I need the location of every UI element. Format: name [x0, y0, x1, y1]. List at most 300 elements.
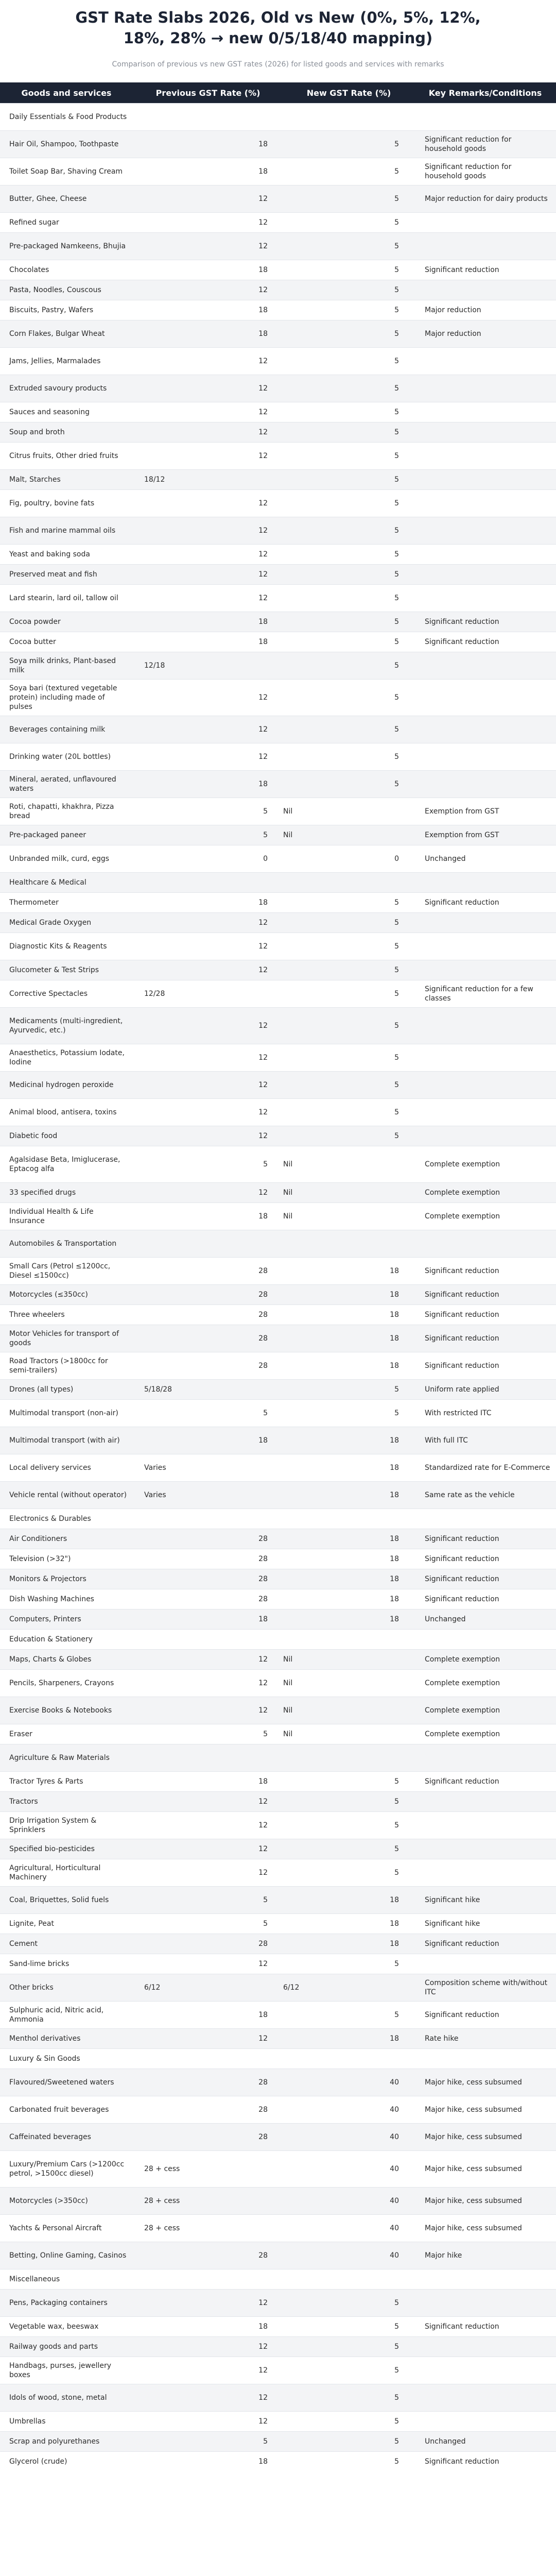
new-rate-cell [283, 960, 414, 980]
previous-rate-cell [133, 980, 283, 1008]
remarks-cell [414, 933, 556, 960]
previous-rate-value: 12 [258, 1132, 268, 1140]
table-row [0, 185, 556, 213]
previous-rate-cell [133, 1812, 283, 1839]
previous-rate-cell [133, 1609, 283, 1630]
table-row [0, 2215, 556, 2242]
previous-rate-text: Varies [144, 1464, 166, 1472]
previous-rate-value: 12 [258, 527, 268, 535]
goods-cell: Small Cars (Petrol ≤1200cc, Diesel ≤1500cc) [0, 1258, 133, 1285]
table-row [0, 1008, 556, 1044]
previous-rate-cell [133, 1670, 283, 1697]
new-rate-cell [283, 771, 414, 798]
goods-cell: Specified bio-pesticides [0, 1839, 133, 1859]
new-rate-cell [283, 2096, 414, 2124]
table-row [0, 913, 556, 933]
previous-rate-cell [133, 443, 283, 470]
goods-cell: Fig, poultry, bovine fats [0, 490, 133, 517]
table-row [0, 1724, 556, 1744]
table-row [0, 2069, 556, 2096]
previous-rate-value: 12 [258, 357, 268, 365]
previous-rate-cell [133, 1724, 283, 1744]
new-rate-cell [283, 1609, 414, 1630]
table-row [0, 1126, 556, 1146]
previous-rate-value: 12 [258, 2394, 268, 2402]
remarks-cell: Significant reduction [414, 1569, 556, 1589]
new-rate-value: 40 [390, 2078, 399, 2087]
previous-rate-cell [133, 1482, 283, 1509]
goods-cell: Television (>32") [0, 1549, 133, 1569]
previous-rate-cell [133, 1630, 283, 1650]
previous-rate-value: 12 [258, 2035, 268, 2043]
new-rate-cell [283, 2242, 414, 2269]
goods-cell: Umbrellas [0, 2412, 133, 2432]
new-rate-cell [283, 873, 414, 893]
new-rate-cell [283, 2029, 414, 2049]
remarks-cell: Significant reduction [414, 1325, 556, 1352]
goods-cell: Agriculture & Raw Materials [0, 1744, 133, 1772]
new-rate-value: 5 [394, 1869, 399, 1877]
goods-cell: Soya milk drinks, Plant-based milk [0, 652, 133, 680]
new-rate-value: 5 [394, 499, 399, 507]
table-row [0, 402, 556, 422]
goods-cell: Yeast and baking soda [0, 545, 133, 565]
goods-cell: Tractors [0, 1792, 133, 1812]
goods-cell: Corn Flakes, Bulgar Wheat [0, 320, 133, 348]
new-rate-text: Nil [283, 1655, 293, 1664]
new-rate-cell [283, 1352, 414, 1380]
previous-rate-value: 28 [258, 1940, 268, 1948]
new-rate-cell [283, 1126, 414, 1146]
new-rate-cell [283, 1744, 414, 1772]
previous-rate-text: 12/28 [144, 990, 165, 998]
goods-cell: Fish and marine mammal oils [0, 517, 133, 545]
goods-cell: Menthol derivatives [0, 2029, 133, 2049]
remarks-cell: Significant reduction [414, 1529, 556, 1549]
table-row [0, 1839, 556, 1859]
goods-cell: Corrective Spectacles [0, 980, 133, 1008]
table-row [0, 104, 556, 131]
new-rate-value: 5 [394, 1798, 399, 1806]
table-row [0, 2002, 556, 2029]
previous-rate-cell [133, 300, 283, 320]
goods-cell: Thermometer [0, 893, 133, 913]
remarks-cell [414, 2049, 556, 2069]
goods-cell: Citrus fruits, Other dried fruits [0, 443, 133, 470]
previous-rate-cell [133, 2215, 283, 2242]
previous-rate-value: 18 [258, 140, 268, 148]
previous-rate-cell [133, 2357, 283, 2384]
new-rate-value: 18 [390, 1464, 399, 1472]
previous-rate-value: 12 [258, 218, 268, 227]
table-row [0, 260, 556, 280]
goods-cell: Soup and broth [0, 422, 133, 443]
previous-rate-text: 28 + cess [144, 2165, 180, 2173]
previous-rate-cell [133, 1008, 283, 1044]
new-rate-cell [283, 213, 414, 233]
remarks-cell: Unchanged [414, 2432, 556, 2452]
new-rate-cell [283, 2337, 414, 2357]
previous-rate-value: 12 [258, 2366, 268, 2375]
new-rate-value: 5 [394, 780, 399, 788]
previous-rate-value: 18 [258, 266, 268, 274]
new-rate-cell [283, 1325, 414, 1352]
goods-cell: Unbranded milk, curd, eggs [0, 845, 133, 873]
remarks-cell [414, 545, 556, 565]
new-rate-text: Nil [283, 831, 293, 839]
previous-rate-value: 12 [258, 286, 268, 294]
goods-cell: Extruded savoury products [0, 375, 133, 402]
goods-cell: Idols of wood, stone, metal [0, 2384, 133, 2412]
previous-rate-cell [133, 1427, 283, 1454]
previous-rate-cell [133, 960, 283, 980]
previous-rate-cell [133, 716, 283, 743]
previous-rate-value: 28 [258, 1311, 268, 1319]
goods-cell: Motorcycles (≤350cc) [0, 1285, 133, 1305]
new-rate-cell [283, 104, 414, 131]
goods-cell: Healthcare & Medical [0, 873, 133, 893]
remarks-cell: Complete exemption [414, 1203, 556, 1230]
remarks-cell: Significant reduction [414, 1772, 556, 1792]
goods-cell: Cocoa powder [0, 612, 133, 632]
previous-rate-value: 28 [258, 1267, 268, 1275]
column-header-remarks: Key Remarks/Conditions [414, 82, 556, 104]
table-row [0, 1670, 556, 1697]
new-rate-cell [283, 1549, 414, 1569]
goods-cell: Medical Grade Oxygen [0, 913, 133, 933]
previous-rate-value: 18 [258, 1212, 268, 1221]
table-row [0, 131, 556, 158]
remarks-cell [414, 585, 556, 612]
table-row [0, 1454, 556, 1482]
previous-rate-text: 12/18 [144, 662, 165, 670]
remarks-cell [414, 960, 556, 980]
table-row [0, 612, 556, 632]
goods-cell: Air Conditioners [0, 1529, 133, 1549]
previous-rate-cell [133, 2002, 283, 2029]
table-row [0, 2452, 556, 2472]
table-row [0, 1183, 556, 1203]
new-rate-cell [283, 131, 414, 158]
previous-rate-cell [133, 490, 283, 517]
new-rate-cell [283, 260, 414, 280]
remarks-cell: Significant reduction [414, 2317, 556, 2337]
table-row [0, 1549, 556, 1569]
new-rate-value: 5 [394, 693, 399, 702]
goods-cell: Anaesthetics, Potassium Iodate, Iodine [0, 1044, 133, 1072]
table-body [0, 104, 556, 2472]
remarks-cell: Significant reduction [414, 2002, 556, 2029]
goods-cell: Soya bari (textured vegetable protein) including made of pulses [0, 680, 133, 716]
table-row [0, 1380, 556, 1400]
new-rate-cell [283, 585, 414, 612]
new-rate-cell [283, 798, 414, 825]
new-rate-cell [283, 1258, 414, 1285]
page-subtitle: Comparison of previous vs new GST rates (2026) for listed goods and services with remarks [112, 60, 444, 69]
table-row [0, 1325, 556, 1352]
previous-rate-value: 18 [258, 167, 268, 176]
title-block [0, 0, 556, 69]
new-rate-value: 5 [394, 570, 399, 579]
new-rate-cell [283, 1380, 414, 1400]
previous-rate-cell [133, 1569, 283, 1589]
previous-rate-cell [133, 2151, 283, 2188]
new-rate-cell [283, 470, 414, 490]
previous-rate-cell [133, 1285, 283, 1305]
new-rate-value: 18 [390, 1615, 399, 1623]
new-rate-value: 5 [394, 167, 399, 176]
previous-rate-cell [133, 2317, 283, 2337]
previous-rate-cell [133, 402, 283, 422]
table-row [0, 2242, 556, 2269]
remarks-cell [414, 1812, 556, 1839]
new-rate-cell [283, 1974, 414, 2002]
previous-rate-value: 5 [263, 2437, 268, 2446]
table-row [0, 213, 556, 233]
new-rate-value: 5 [394, 1108, 399, 1116]
previous-rate-cell [133, 1044, 283, 1072]
previous-rate-cell [133, 280, 283, 300]
remarks-cell: Complete exemption [414, 1146, 556, 1183]
new-rate-value: 18 [390, 1491, 399, 1499]
new-rate-cell [283, 1914, 414, 1934]
new-rate-value: 18 [390, 1940, 399, 1948]
new-rate-text: Nil [283, 1160, 293, 1168]
new-rate-cell [283, 980, 414, 1008]
previous-rate-value: 28 [258, 1362, 268, 1370]
new-rate-cell [283, 1285, 414, 1305]
goods-cell: Dish Washing Machines [0, 1589, 133, 1609]
table-row [0, 1954, 556, 1974]
previous-rate-cell [133, 1887, 283, 1914]
previous-rate-value: 12 [258, 1798, 268, 1806]
goods-cell: Monitors & Projectors [0, 1569, 133, 1589]
goods-cell: Malt, Starches [0, 470, 133, 490]
new-rate-value: 18 [390, 1896, 399, 1904]
previous-rate-cell [133, 845, 283, 873]
table-row [0, 1589, 556, 1609]
previous-rate-cell [133, 2337, 283, 2357]
table-row [0, 1792, 556, 1812]
previous-rate-cell [133, 565, 283, 585]
table-row [0, 517, 556, 545]
previous-rate-cell [133, 652, 283, 680]
previous-rate-value: 18 [258, 638, 268, 646]
goods-cell: Diagnostic Kits & Reagents [0, 933, 133, 960]
new-rate-value: 5 [394, 919, 399, 927]
previous-rate-cell [133, 2188, 283, 2215]
previous-rate-value: 12 [258, 499, 268, 507]
goods-cell: Scrap and polyurethanes [0, 2432, 133, 2452]
table-row [0, 2412, 556, 2432]
new-rate-cell [283, 1482, 414, 1509]
new-rate-value: 18 [390, 1334, 399, 1343]
new-rate-value: 18 [390, 1267, 399, 1275]
previous-rate-value: 18 [258, 306, 268, 314]
remarks-cell: Major reduction [414, 320, 556, 348]
table-row [0, 443, 556, 470]
previous-rate-value: 12 [258, 966, 268, 974]
table-row [0, 1914, 556, 1934]
new-rate-cell [283, 1772, 414, 1792]
new-rate-value: 5 [394, 195, 399, 203]
remarks-cell [414, 375, 556, 402]
new-rate-cell [283, 680, 414, 716]
new-rate-value: 5 [394, 753, 399, 761]
new-rate-cell [283, 1670, 414, 1697]
goods-cell: Vehicle rental (without operator) [0, 1482, 133, 1509]
previous-rate-cell [133, 1352, 283, 1380]
goods-cell: Yachts & Personal Aircraft [0, 2215, 133, 2242]
new-rate-cell [283, 1183, 414, 1203]
table-row [0, 2151, 556, 2188]
table-row [0, 652, 556, 680]
previous-rate-value: 12 [258, 725, 268, 734]
table-row [0, 771, 556, 798]
goods-cell: Caffeinated beverages [0, 2124, 133, 2151]
new-rate-cell [283, 2412, 414, 2432]
new-rate-value: 18 [390, 1291, 399, 1299]
remarks-cell: Major hike, cess subsumed [414, 2124, 556, 2151]
previous-rate-cell [133, 1744, 283, 1772]
new-rate-cell [283, 913, 414, 933]
new-rate-value: 5 [394, 1777, 399, 1786]
previous-rate-text: 28 + cess [144, 2224, 180, 2232]
table-row [0, 1099, 556, 1126]
remarks-cell [414, 2412, 556, 2432]
goods-cell: Lignite, Peat [0, 1914, 133, 1934]
goods-cell: Cement [0, 1934, 133, 1954]
table-row [0, 893, 556, 913]
new-rate-cell [283, 320, 414, 348]
table-row [0, 798, 556, 825]
goods-cell: Luxury & Sin Goods [0, 2049, 133, 2069]
new-rate-text: Nil [283, 1212, 293, 1221]
goods-cell: Motor Vehicles for transport of goods [0, 1325, 133, 1352]
previous-rate-value: 5 [263, 831, 268, 839]
previous-rate-cell [133, 260, 283, 280]
previous-rate-cell [133, 2269, 283, 2290]
previous-rate-cell [133, 2096, 283, 2124]
new-rate-cell [283, 1934, 414, 1954]
remarks-cell: Significant reduction [414, 893, 556, 913]
previous-rate-text: 5/18/28 [144, 1385, 172, 1394]
new-rate-cell [283, 2151, 414, 2188]
new-rate-cell [283, 1230, 414, 1258]
previous-rate-value: 28 [258, 1535, 268, 1543]
previous-rate-value: 12 [258, 452, 268, 460]
new-rate-text: Nil [283, 1730, 293, 1738]
remarks-cell [414, 213, 556, 233]
previous-rate-cell [133, 2049, 283, 2069]
table-row [0, 158, 556, 185]
table-row [0, 1812, 556, 1839]
new-rate-cell [283, 1812, 414, 1839]
previous-rate-cell [133, 545, 283, 565]
new-rate-value: 5 [394, 1385, 399, 1394]
table-row [0, 1146, 556, 1183]
previous-rate-value: 5 [263, 1896, 268, 1904]
gst-rate-table [0, 82, 556, 2471]
new-rate-value: 5 [394, 527, 399, 535]
previous-rate-value: 18 [258, 2458, 268, 2466]
previous-rate-cell [133, 1454, 283, 1482]
previous-rate-value: 12 [258, 1054, 268, 1062]
remarks-cell: Exemption from GST [414, 798, 556, 825]
previous-rate-value: 18 [258, 618, 268, 626]
new-rate-cell [283, 565, 414, 585]
remarks-cell [414, 2269, 556, 2290]
goods-cell: Daily Essentials & Food Products [0, 104, 133, 131]
remarks-cell: Significant reduction [414, 2452, 556, 2472]
new-rate-value: 5 [394, 330, 399, 338]
new-rate-cell [283, 158, 414, 185]
previous-rate-value: 12 [258, 570, 268, 579]
previous-rate-cell [133, 1305, 283, 1325]
new-rate-cell [283, 1400, 414, 1427]
remarks-cell [414, 402, 556, 422]
remarks-cell [414, 1792, 556, 1812]
new-rate-value: 5 [394, 990, 399, 998]
previous-rate-value: 12 [258, 1960, 268, 1968]
remarks-cell: Major reduction [414, 300, 556, 320]
previous-rate-cell [133, 825, 283, 845]
previous-rate-value: 28 [258, 2078, 268, 2087]
table-row [0, 2337, 556, 2357]
previous-rate-cell [133, 1772, 283, 1792]
new-rate-value: 5 [394, 1960, 399, 1968]
previous-rate-value: 12 [258, 195, 268, 203]
goods-cell: Agricultural, Horticultural Machinery [0, 1859, 133, 1887]
new-rate-value: 5 [394, 966, 399, 974]
table-row [0, 1630, 556, 1650]
remarks-cell: Composition scheme with/without ITC [414, 1974, 556, 2002]
remarks-cell: Rate hike [414, 2029, 556, 2049]
table-row [0, 565, 556, 585]
goods-cell: Miscellaneous [0, 2269, 133, 2290]
previous-rate-cell [133, 1650, 283, 1670]
table-row [0, 2290, 556, 2317]
remarks-cell [414, 716, 556, 743]
new-rate-cell [283, 300, 414, 320]
new-rate-cell [283, 893, 414, 913]
new-rate-cell [283, 1099, 414, 1126]
remarks-cell: Significant reduction [414, 632, 556, 652]
new-rate-cell [283, 1859, 414, 1887]
remarks-cell: Complete exemption [414, 1670, 556, 1697]
remarks-cell [414, 470, 556, 490]
new-rate-value: 40 [390, 2133, 399, 2141]
new-rate-value: 5 [394, 2011, 399, 2019]
remarks-cell: Significant reduction [414, 1589, 556, 1609]
new-rate-cell [283, 443, 414, 470]
previous-rate-value: 18 [258, 330, 268, 338]
new-rate-cell [283, 1887, 414, 1914]
goods-cell: Carbonated fruit beverages [0, 2096, 133, 2124]
new-rate-value: 5 [394, 1081, 399, 1089]
remarks-cell: Significant reduction for household goods [414, 158, 556, 185]
previous-rate-value: 28 [258, 2106, 268, 2114]
new-rate-value: 0 [394, 855, 399, 863]
previous-rate-cell [133, 1697, 283, 1724]
table-row [0, 1427, 556, 1454]
new-rate-cell [283, 933, 414, 960]
previous-rate-value: 12 [258, 1679, 268, 1687]
previous-rate-cell [133, 1549, 283, 1569]
new-rate-cell [283, 1305, 414, 1325]
new-rate-value: 18 [390, 1555, 399, 1563]
previous-rate-cell [133, 893, 283, 913]
